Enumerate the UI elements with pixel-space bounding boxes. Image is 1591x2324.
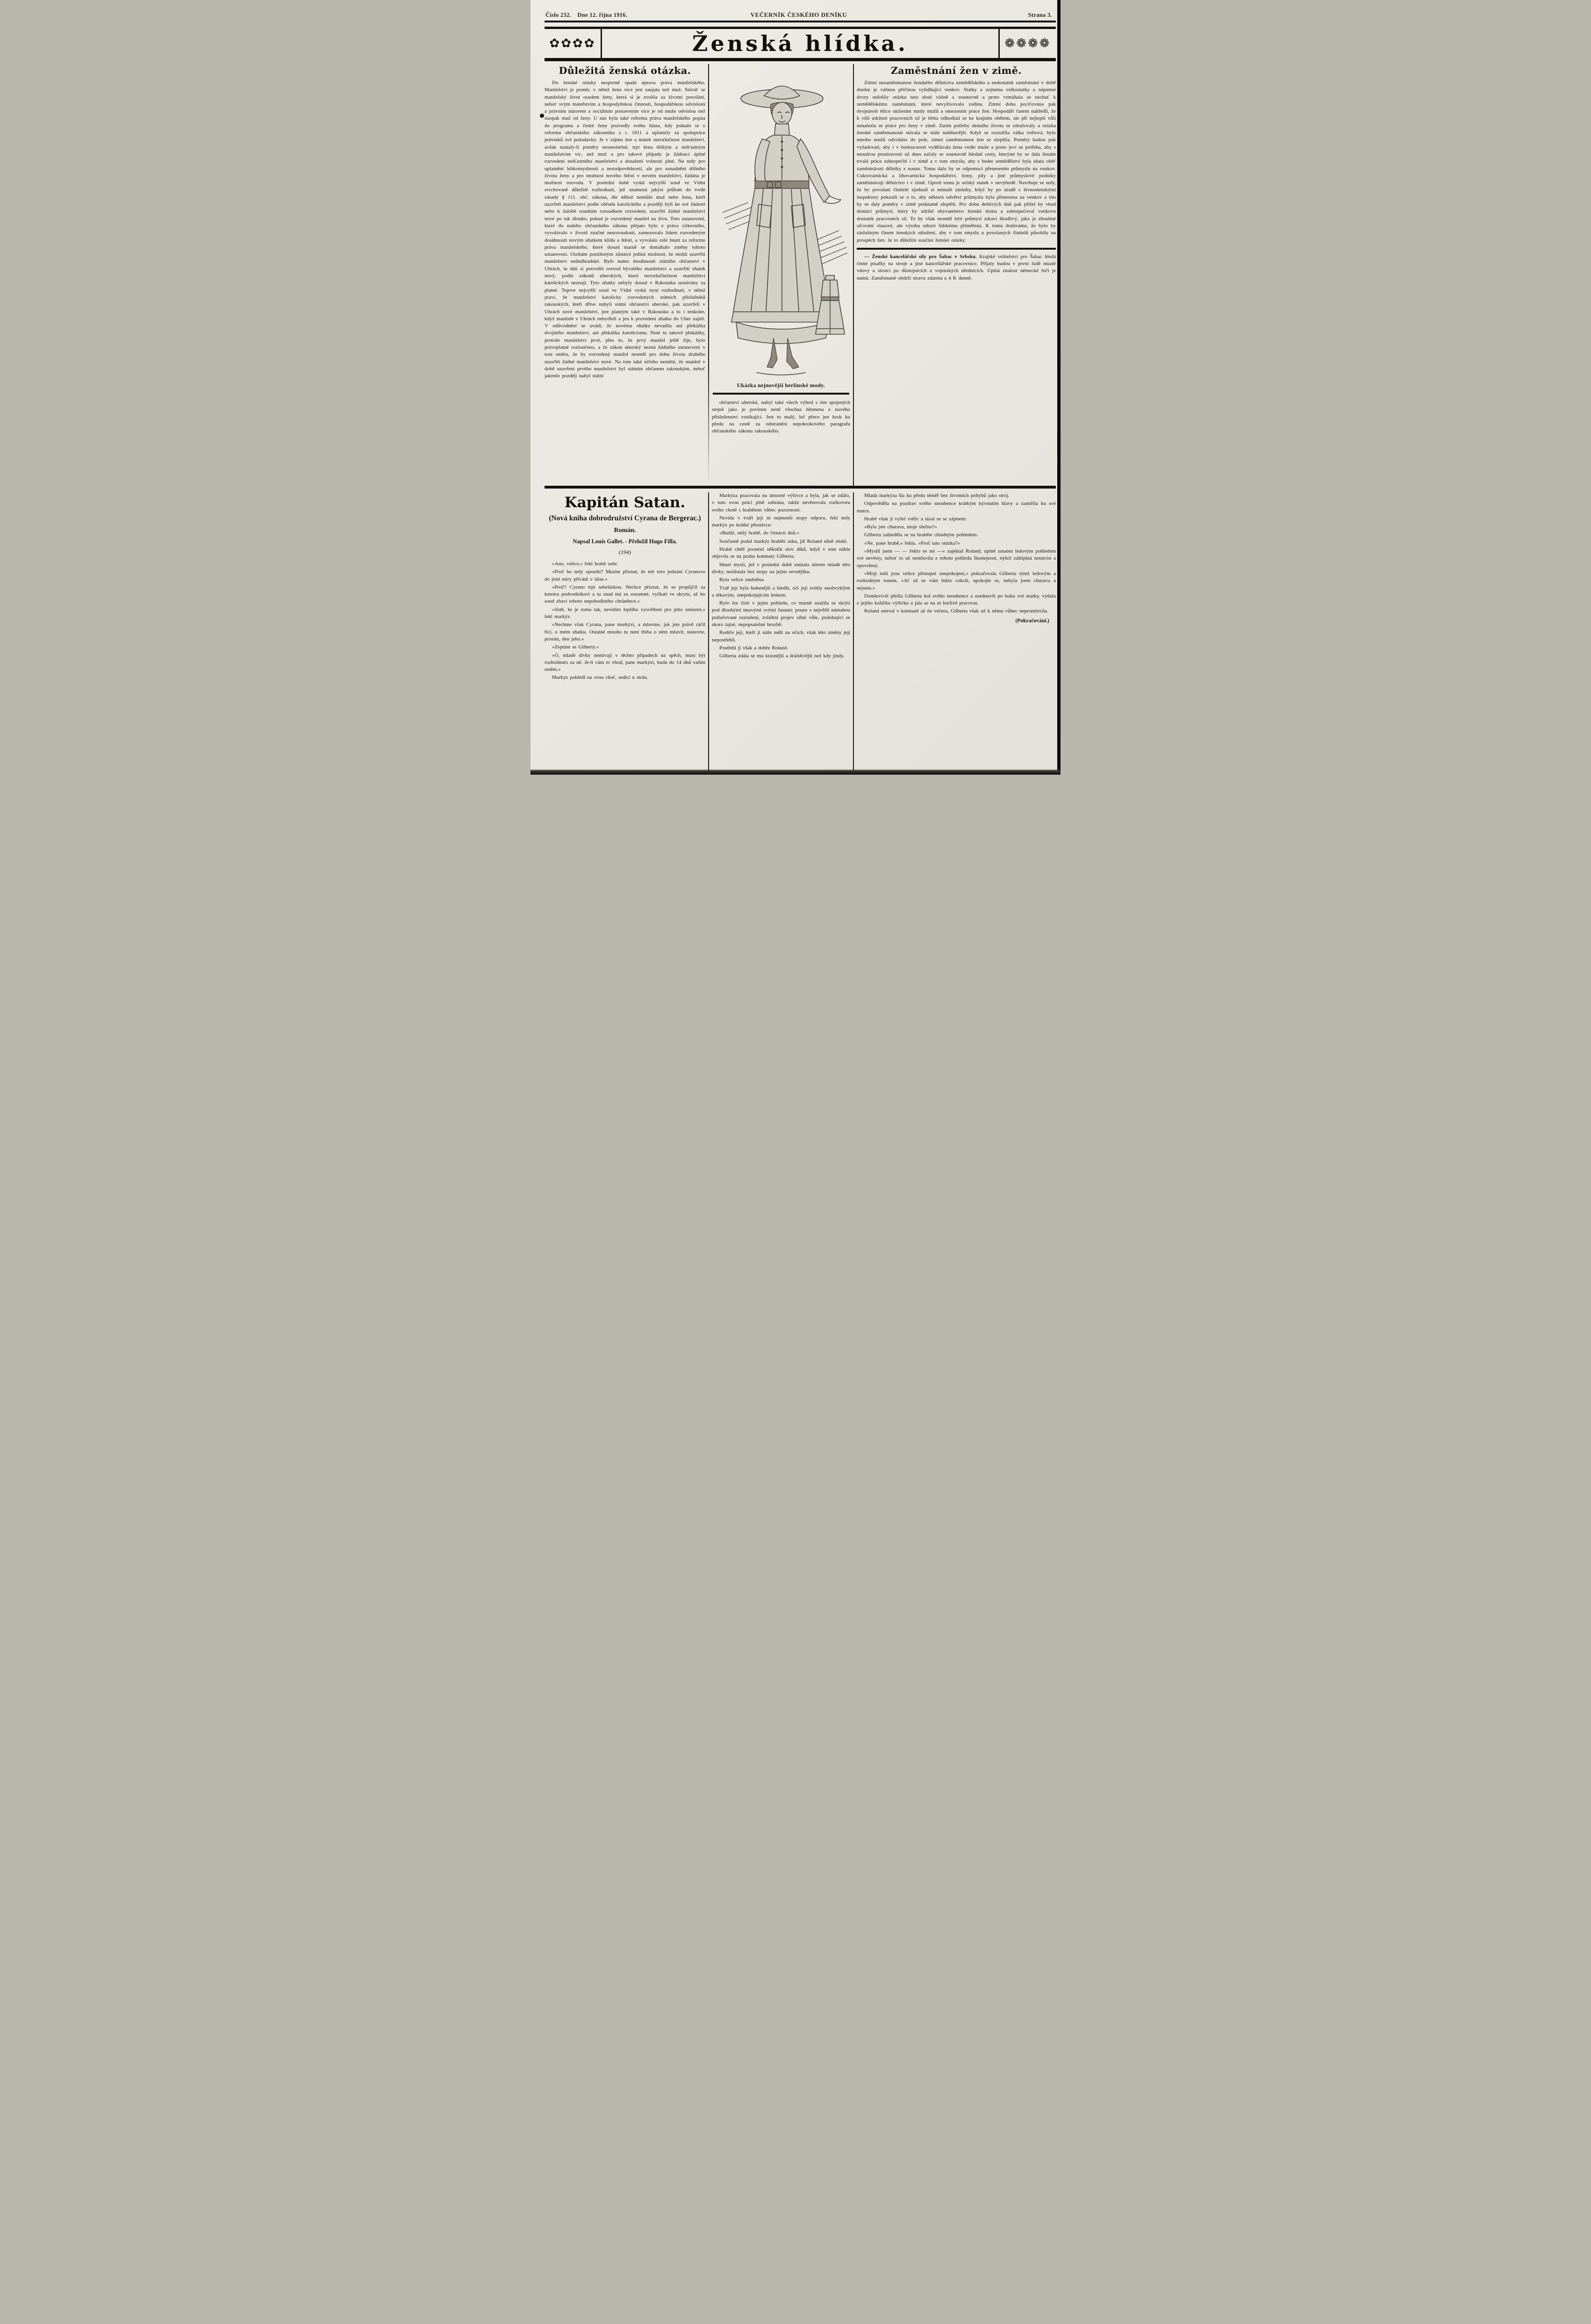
paragraph: Do ženské otázky nesporně spadá úprava práva manželského. Manželství je poměr, v němž žena více jest zaujata než muž. Stáváť se manželský život osudem ženy, která si je zvolila za životní povolání, neboť svým mateřstvím a hospodyňskou činností, hospodářskou odvislostí a právním názorem a sociálním postavením více je od muže odvislou než naopak muž od ženy. U nás byla také reforma práva manželského pojata do programu a české ženy pozvedly svého hlasu, kdy jednalo se o reformu občanského zákonníku z r. 1811 a uplatnily za spolupráce právníků své požadavky. Je v zájmu žen a matek nerozlučnost manželství, avšak nastaly-li poměry nesnesitelné, trpí žena těžkým a nešťastným manželstvím víc, než muž a pro takové případy je žádoucí úplné rozvedení nešťastného manželství a dosažení volnosti plné. Ne tedy pro uplatnění lehkomyslnosti a nezodpovědnosti, ale pro usnadnění těžkého života ženy a pro možnost nového štěstí v novém manželství, žádána je možnost rozvodu. V poslední době vydal nejvyšší soud ve Vídni svrchovaně důležité rozhodnutí, jež znamená jakýsi průlom do tvrdé zásady § 111. obč. zákona, dle něhož nemůže muž nebo žena, kteří uzavřeli manželství podle obřadu katolického a později byli ke své žádosti nebo k žalobě soudním rozsudkem rozvedeni, uzavříti žádné manželství nové po tak dlouho, pokud je rozvedený manžel na živu. Toto ustanovení, které do našeho občanského zákona přejato bylo z práva církevního, vyvolávalo v životě značné nesrovnalosti, zamezovalo lidem rozvedeným dosáhnouti novým sňatkem klidu a štěstí, a vyvolalo celé hnutí za reformu práva manželského, které dosud marně se domáhalo změny tohoto ustanovení. Osobám postiženým zůstává jediná možnost, že mohli uzavříti manželství sedmihradské. Bylo nutno dosáhnouti státního občanství v Uhrách, tu dáti si potvrditi rozvod bývalého manželství a uzavříti sňatek nový, podle zákonů uherských, které nerozlučitelnost manželství katolických neznají. Tyto sňatky nebyly dosud v Rakousku uznávány za platné. Teprve nejvyšší soud ve Vídni vydal nyní rozhodnutí, v němž praví, že manželství katolicky rozvedených státních příslušníků rakouských, kteří dříve nabyli státní občanství uherské, pak uzavřeli v Uhrách nové manželství, jest platným také v Rakousku a to i tenkráte, když manželé v Uhrách nebydleli a jen k provedení sňatku do Uher zajeli. V odůvodnění se uvádí, že novému sňatku nevadila ani překážka dvojitého manželství, ani překážka katolicismu. Není tu takové překážky, protože manželství prvé, přes to, že prvý manžel ještě žije, bylo právoplatně rozloučeno, a že zákon uherský nezná žádného ustanovení v tom směru, že by rozvedený manžel nesměl pro dobu života druhého uzavříti žádné manželství nové. Na tom také ničeho nemění, že manžel v době uzavření prvého manželství byl státním občanem rakouským, neboť jakmile později nabyl státní (545, 80, 705, 379)
paragraph: Markýza pracovala na úmorné výšivce a byla, jak se zdálo, v tuto svou práci plně zabrána, takže nevěnovala rozhovoru svého chotě s hrabětem vůbec pozornosti. (712, 493, 850, 513)
section-title: Ženská hlídka. (692, 31, 909, 56)
paragraph: Odpověděla na pozdrav svého snoubence krátkým kývnutím hlavy a zamířila ku své matce. (857, 501, 1056, 514)
paper-title: VEČERNÍK ČESKÉHO DENÍKU (750, 11, 847, 18)
divider-rule (545, 21, 1056, 22)
serial-column-3 (857, 492, 1056, 775)
article-womens-question (545, 64, 705, 486)
paragraph: Markýz pohlédl na svou choť, sedící u stolu. (552, 675, 648, 681)
article-body (545, 79, 705, 380)
notice-sabac (857, 253, 1056, 282)
divider-rule (545, 486, 1056, 489)
paragraph: Mladá markýza šla ku předu téměř bez životních pohybů jako stroj. (864, 493, 1010, 498)
section-masthead (545, 29, 1056, 58)
paragraph: »Proč? Cyrano trpí sebeláskou. Nechce přiznat, že se propůjčil za kmotra podvodníkovi a tu snad má za rozumné, vyčkati ve skrytu, až ho soud zbaví tohoto nepohodlného chráněnce.« (545, 584, 705, 604)
serial-subtitle: (Nová kniha dobrodružství Cyrana de Bergerac.) (549, 514, 701, 522)
divider-rule (857, 248, 1056, 250)
top-section (545, 64, 1056, 486)
serial-text (712, 492, 850, 660)
article-heading: Zaměstnání žen v zimě. (890, 65, 1022, 76)
paragraph: Zimní nezaměstnanost ženského dělnictva zemědělského a nedostatek zaměstnání v době dnešní je vážnou příčinou vylidňující venkov. Statky a zejména velkostatky a nájemné dvory neřešily otázku tuto dosti vážně a soustavně a proto vzmáhala se nechuť k zemědělskému zaměstnání, které nevyživovalo rodinu. Zimní doba pociťována pak dvojnásob těžce snížením mzdy mužů a omezením práce žen. Hospodáři časem nahlédli, že k vůli udržení pracovních sil je třeba odhodlati se ke krajním obětem, ale při nejlepší vůli nenalezla se práce pro ženy v zimě. Zatím potřeby denního života se zdražovaly a otázka ženské zaměstnanosti stávala se stále naléhavější. Když se rozzuřila válka světová, bylo mnoho mužů odvoláno do pole, zimní zaměstnanost žen se zlepšila. Poměry budou pak vyžadovati, aby i v budoucnosti vydělávala žena vedle muže a proto jeví se potřeba, aby s moudrou prozíravostí už dnes začaly se soustavně hledati cesty, kterými by se dala ženám trvalá práce zabezpečiti i v zimě a v tom smyslu, aby s beder zemědělství byla sňata oběť zaměstnávati dělníky z nouze. Tomu dalo by se odpomoci přenesením průmyslu na venkov. Cukrovarnická a lihovarnická hospodářství, lomy, pily a jiné průmyslové podniky zaměstnávají dělnictvo i v zimě. Oproti tomu je selský statek v nevýhodě. Navrhuje se tedy, že by povolaní činitelé zjednali si nemalé zásluhy, když by po úradě s živnostenskými inspektory pokusili se o to, aby některá odvětví průmyslu byla přenesena na venkov a tím by se daly poměry v zimě podstatně zlepšiti. Pro dobu deštivých dnů pak přišel by vhod domácí průmysl, který by udržel obyvatelstvo ženské doma a zabezpečoval venkovu dostatek pracovních sil. To by však nesměl býti průmysl zdraví škodlivý, jako je zhoubné síťování vlasové, ale výroba zdraví lidskému přiměřená. K tomu dodáváme, že bylo by záslužným činem ženských sdružení, aby v tom smyslu u povolaných činitelů působily na prospěch žen. Je to důležitá součást ženské otázky. (857, 80, 1056, 243)
issue-date: Dne 12. října 1916. (577, 12, 628, 18)
paragraph: »Proč ho tedy opouští? Musím přiznat, že mě toto jednání Cyranovo do jisté míry přivádí v úžas.« (545, 569, 705, 582)
divider-rule (545, 58, 1056, 61)
article-body (857, 79, 1056, 244)
article-winter-employment (857, 64, 1056, 486)
page-number: Strana 3. (1028, 12, 1052, 18)
paragraph: »Myslil jsem — — řeklo se mi —« zajektal Roland, úplně zmaten ledovým pohledem své nevěsty, neboť to už nemluvila z tohoto pohledu lhostejnost, nýbrž záštiplná nenávist a opovržení. (857, 548, 1056, 568)
paragraph: »Ó, mladé dívky nemívají v těchto případech na spěch, musí být rozhodnuto za ně. Je-li vám to vhod, pane markýzi, budu do 14 dnů vaším zetěm.« (545, 652, 705, 673)
header-left (545, 12, 697, 19)
paragraph: Roland setrval v komnatě až do večera, Gilberta však už k němu vůbec nepromluvila. (864, 608, 1048, 614)
serial-text (857, 492, 1056, 615)
fashion-column (712, 64, 850, 486)
scan-edge (1057, 0, 1061, 775)
paragraph: občanství uherské, nabyl také všech výhod s tím spojených stejně jako je povinen nésti všechna břemena z nového příslušenství vznikající. Jest to malý, leč přece jen krok ku předu na cestě za odstranění nepokrokového paragrafu občanského zákona rakouského. (712, 400, 850, 434)
notice-lead: — Ženské kancelářské síly pro Šabac v Srbsku. (864, 253, 977, 259)
paragraph: »Nechme však Cyrana, pane markýzi, a mluvme, jak jste právě ráčil říci, o mém sňatku. Ostatně mnoho tu není třeba o něm mluvit, stanovte, prosím, den jeho.« (545, 622, 705, 642)
paragraph: Domluvivši přešla Gilberta kol svého snoubence a usednuvši po boku své matky, vyňala z jejího košíčku výšivku a jala se na ní horlivě pracovat. (857, 593, 1056, 606)
issue-number: Číslo 232. (545, 12, 572, 18)
ink-spot (540, 114, 544, 118)
paragraph: »Ne, pane hrabě,« řekla. »Proč tato otázka?« (864, 540, 960, 546)
paragraph: »Jistě, že je tomu tak, nevidím lepšího vysvětlení pro jeho zmizení,« řekl markýz. (545, 606, 705, 620)
serial-genre: Román. (614, 527, 636, 534)
flower-ornament-icon: ❁❁❁❁ (998, 29, 1056, 58)
paragraph: Gilberta zdála se mu krásnější a dráždivější než kdy jindy. (719, 653, 845, 659)
hem-band (731, 312, 832, 322)
serial-column-1 (545, 492, 705, 775)
column-rule (853, 64, 854, 486)
article-heading: Důležitá ženská otázka. (559, 65, 691, 76)
paragraph: Hrabě chtěl pronésti několik slov díků, když v tom náhle objevila se na prahu komnaty Gilberta. (712, 547, 850, 560)
ground-shadow (757, 373, 805, 375)
fashion-illustration (712, 64, 850, 381)
paragraph: Byla velice změněna. (719, 577, 765, 583)
article-continuation (712, 399, 850, 435)
high-collar (774, 124, 789, 135)
serial-byline: Napsal Louis Gallet. - Přeložil Hugo Filla. (573, 538, 677, 545)
paragraph: »Budiž, milý hrabě, do čtrnácti dnů.« (719, 530, 799, 536)
hat-crown (764, 86, 800, 99)
illustration-caption: Ukázka nejnovější berlínské mody. (737, 382, 825, 389)
paragraph: Hnutí mysli, jež v poslední době zmítala nitrem mladé této dívky, nezůstala bez stopy na jejím zevnějšku. (712, 561, 850, 575)
scan-edge (530, 769, 1061, 775)
serial-continuation-note: (Pokračování.) (1015, 618, 1049, 624)
flower-ornament-icon: ✿✿✿✿ (545, 29, 602, 58)
face (772, 102, 792, 125)
column-rule (853, 492, 854, 775)
serial-text (545, 561, 705, 682)
column-rule (708, 492, 709, 775)
paragraph: Nevida v tváři její ni nejmenší stopy odporu, řekl tedy markýz po krátké přestávce: (712, 515, 850, 528)
paragraph: Postřehl ji však a dobře Roland. (719, 645, 788, 651)
paragraph: Gilberta zahleděla se na hraběte chladným pohledem. (864, 532, 978, 538)
paragraph: Rodiče její, kteří ji stále měli na očích, však této změny její nepostřehli. (712, 630, 850, 643)
page-header (545, 11, 1056, 21)
serial-section (545, 492, 1056, 775)
column-rule (708, 64, 709, 486)
underskirt (736, 322, 828, 344)
serial-title: Kapitán Satan. (564, 494, 686, 511)
paragraph: »Ano, velice,« řekl hrabě suše. (552, 561, 618, 567)
notice-body: Krajské velitelství pro Šabac hledá četné písařky na stroje a jiné kancellářské pracovnice. Přijaty budou v první řadě mladé vdovy a sirotci po důstojnících a vojenských úřednících. Úplná znalost německé řeči je nutná. Zaměstnané obdrží stravu zdarma a 4 K denně. (857, 253, 1056, 281)
paragraph: Tvář její byla hubenější a bledší, oči její svítily neobvyklým a těkavým, znepokojujícím leskem. (712, 585, 850, 598)
paragraph: Současně podal markýz hraběti ruku, již Roland silně stiskl. (719, 538, 848, 544)
paragraph: »Zeptám se Gilberty.« (552, 644, 599, 650)
fashion-sketch (712, 64, 850, 381)
serial-column-2 (712, 492, 850, 775)
paragraph: Bylo lze čísti v jejím pohledu, co marně snažila se skrýti pod dlouhými tmavými svými řasami: pouze s největší námahou potlačované rozrušení, zvláštní projev silné vůle, podobající se skoro tajné, nepopsatelné hrozbě. (712, 600, 850, 628)
paragraph: Hrabě však jí vyšel vstříc a tázal se se zájmem: (864, 516, 967, 522)
notice-paragraph (857, 253, 1056, 282)
newspaper-page (530, 0, 1061, 775)
paragraph: »Moji milí jsou velice přístupni znepokojení,« pokračovala Gilberta týmž ledovým a rozhodným tonem. »Ať už se vám řeklo cokoli, upokojte se, nebyla jsem churava a nejsem.« (857, 570, 1056, 591)
belt (755, 181, 809, 188)
serial-installment: (194) (619, 549, 631, 555)
divider-rule (713, 393, 849, 395)
paragraph: »Byla jste churava, moje slečno?« (864, 524, 937, 530)
